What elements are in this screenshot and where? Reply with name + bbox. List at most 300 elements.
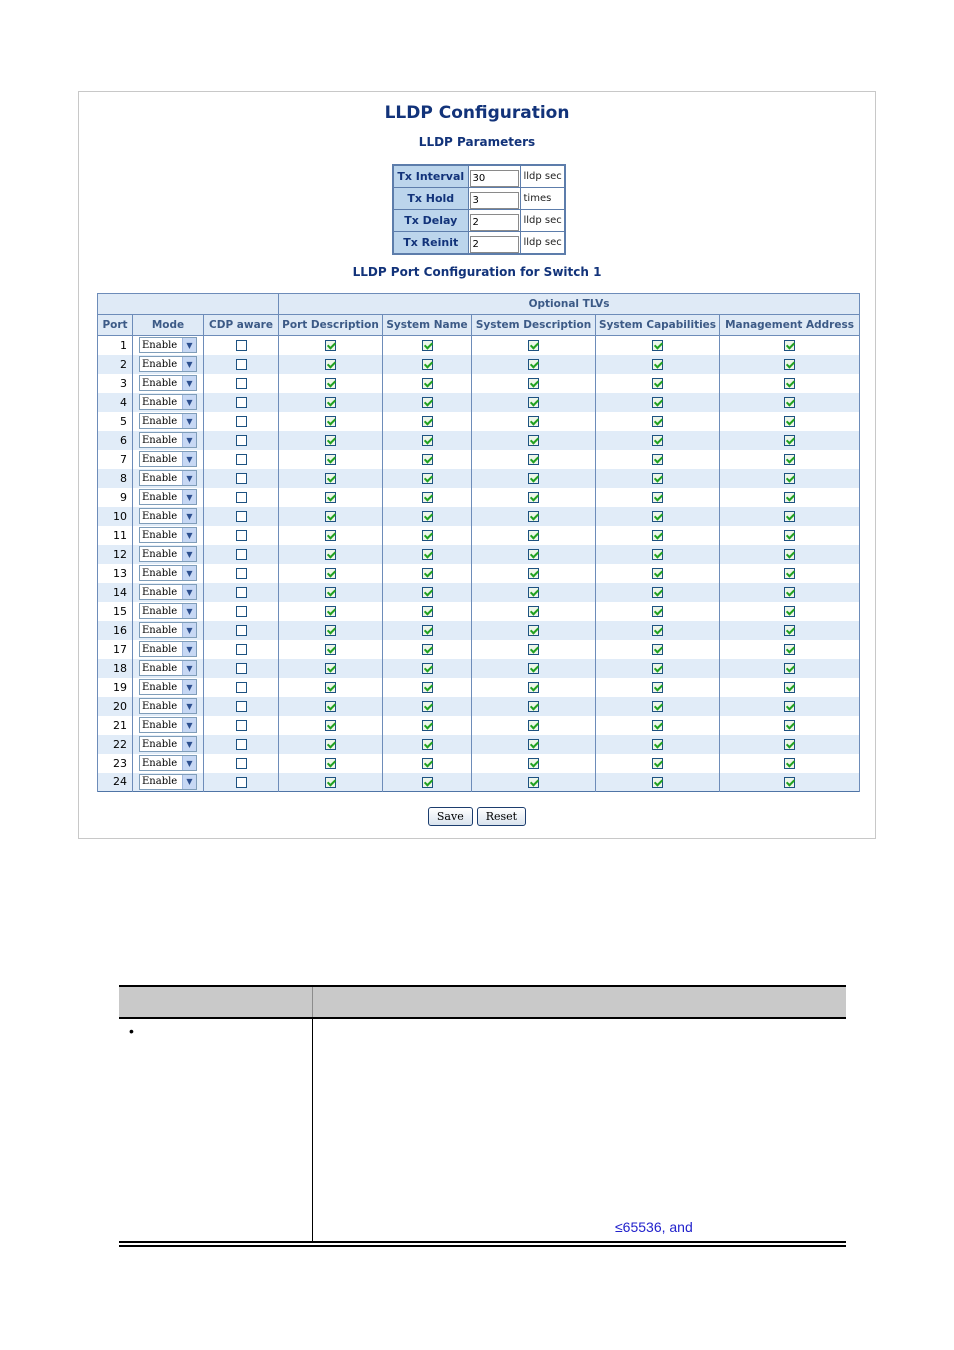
system-description-checkbox[interactable] xyxy=(528,739,539,750)
cdp-aware-checkbox[interactable] xyxy=(236,644,247,655)
mode-select[interactable] xyxy=(139,375,197,391)
port-description-checkbox[interactable] xyxy=(325,473,336,484)
cdp-aware-checkbox[interactable] xyxy=(236,511,247,522)
system-name-checkbox[interactable] xyxy=(422,473,433,484)
chevron-down-icon[interactable]: ▼ xyxy=(182,509,196,523)
management-address-checkbox[interactable] xyxy=(784,549,795,560)
chevron-down-icon[interactable]: ▼ xyxy=(182,737,196,751)
management-address-checkbox[interactable] xyxy=(784,340,795,351)
management-address-checkbox[interactable] xyxy=(784,397,795,408)
cdp-aware-checkbox[interactable] xyxy=(236,682,247,693)
mode-select-value: Enable xyxy=(142,700,178,712)
system-name-checkbox[interactable] xyxy=(422,454,433,465)
col-header-mode: Mode xyxy=(133,315,204,336)
header-row-group xyxy=(98,294,860,315)
system-capabilities-checkbox[interactable] xyxy=(652,340,663,351)
mode-select-value: Enable xyxy=(142,643,178,655)
mode-select-value: Enable xyxy=(142,586,178,598)
col-header-system-name: System Name xyxy=(383,315,472,336)
port-number: 9 xyxy=(98,488,133,507)
table-row xyxy=(98,431,860,450)
chevron-down-icon[interactable]: ▼ xyxy=(182,395,196,409)
chevron-down-icon[interactable]: ▼ xyxy=(182,585,196,599)
param-input-tx-reinit[interactable] xyxy=(470,236,519,253)
port-number: 11 xyxy=(98,526,133,545)
system-capabilities-checkbox[interactable] xyxy=(652,492,663,503)
table-row xyxy=(98,374,860,393)
management-address-checkbox[interactable] xyxy=(784,435,795,446)
chevron-down-icon[interactable]: ▼ xyxy=(182,566,196,580)
port-number: 4 xyxy=(98,393,133,412)
mode-select-value: Enable xyxy=(142,567,178,579)
management-address-checkbox[interactable] xyxy=(784,701,795,712)
param-input-tx-interval[interactable] xyxy=(470,170,519,187)
mode-select[interactable] xyxy=(139,641,197,657)
description-bottom-rule xyxy=(119,1241,846,1243)
cdp-aware-checkbox[interactable] xyxy=(236,530,247,541)
mode-select-value: Enable xyxy=(142,529,178,541)
system-name-checkbox[interactable] xyxy=(422,511,433,522)
mode-select[interactable] xyxy=(139,489,197,505)
management-address-checkbox[interactable] xyxy=(784,739,795,750)
cdp-aware-checkbox[interactable] xyxy=(236,435,247,446)
port-number: 23 xyxy=(98,754,133,773)
system-capabilities-checkbox[interactable] xyxy=(652,511,663,522)
parameter-row xyxy=(393,165,565,188)
system-description-checkbox[interactable] xyxy=(528,682,539,693)
param-label-tx-interval: Tx Interval xyxy=(393,165,468,188)
mode-select-value: Enable xyxy=(142,548,178,560)
management-address-checkbox[interactable] xyxy=(784,359,795,370)
table-row xyxy=(98,640,860,659)
col-header-system-description: System Description xyxy=(472,315,596,336)
mode-select-value: Enable xyxy=(142,719,178,731)
system-description-checkbox[interactable] xyxy=(528,663,539,674)
system-name-checkbox[interactable] xyxy=(422,378,433,389)
management-address-checkbox[interactable] xyxy=(784,530,795,541)
table-row xyxy=(98,621,860,640)
chevron-down-icon[interactable]: ▼ xyxy=(182,661,196,675)
description-header-divider xyxy=(312,987,313,1019)
chevron-down-icon[interactable]: ▼ xyxy=(182,718,196,732)
chevron-down-icon[interactable]: ▼ xyxy=(182,623,196,637)
system-capabilities-checkbox[interactable] xyxy=(652,663,663,674)
port-description-checkbox[interactable] xyxy=(325,568,336,579)
parameter-row xyxy=(393,188,565,210)
management-address-checkbox[interactable] xyxy=(784,416,795,427)
port-number: 8 xyxy=(98,469,133,488)
chevron-down-icon[interactable]: ▼ xyxy=(182,452,196,466)
table-row xyxy=(98,507,860,526)
chevron-down-icon[interactable]: ▼ xyxy=(182,471,196,485)
cdp-aware-checkbox[interactable] xyxy=(236,549,247,560)
port-number: 10 xyxy=(98,507,133,526)
system-capabilities-checkbox[interactable] xyxy=(652,397,663,408)
table-row xyxy=(98,488,860,507)
col-header-cdp-aware: CDP aware xyxy=(204,315,279,336)
cdp-aware-checkbox[interactable] xyxy=(236,473,247,484)
management-address-checkbox[interactable] xyxy=(784,511,795,522)
table-row xyxy=(98,393,860,412)
mode-select-value: Enable xyxy=(142,738,178,750)
port-description-checkbox[interactable] xyxy=(325,682,336,693)
port-number: 16 xyxy=(98,621,133,640)
mode-select[interactable] xyxy=(139,413,197,429)
port-number: 6 xyxy=(98,431,133,450)
param-label-tx-hold: Tx Hold xyxy=(393,188,468,210)
chevron-down-icon[interactable]: ▼ xyxy=(182,680,196,694)
col-header-port-description: Port Description xyxy=(279,315,383,336)
system-description-checkbox[interactable] xyxy=(528,587,539,598)
table-row xyxy=(98,355,860,374)
system-name-checkbox[interactable] xyxy=(422,777,433,788)
port-config-table xyxy=(97,293,860,792)
mode-select[interactable] xyxy=(139,736,197,752)
system-name-checkbox[interactable] xyxy=(422,625,433,636)
management-address-checkbox[interactable] xyxy=(784,625,795,636)
chevron-down-icon[interactable]: ▼ xyxy=(182,490,196,504)
mode-select-value: Enable xyxy=(142,339,178,351)
header-row-columns xyxy=(98,315,860,336)
cdp-aware-checkbox[interactable] xyxy=(236,397,247,408)
port-number: 5 xyxy=(98,412,133,431)
description-bottom-rule-double xyxy=(119,1245,846,1247)
port-description-checkbox[interactable] xyxy=(325,758,336,769)
cdp-aware-checkbox[interactable] xyxy=(236,663,247,674)
mode-select-value: Enable xyxy=(142,453,178,465)
table-row xyxy=(98,545,860,564)
system-description-checkbox[interactable] xyxy=(528,777,539,788)
header-optional-tlvs: Optional TLVs xyxy=(279,294,860,315)
mode-select[interactable] xyxy=(139,660,197,676)
cdp-aware-checkbox[interactable] xyxy=(236,416,247,427)
port-description-checkbox[interactable] xyxy=(325,378,336,389)
management-address-checkbox[interactable] xyxy=(784,378,795,389)
mode-select[interactable] xyxy=(139,546,197,562)
cdp-aware-checkbox[interactable] xyxy=(236,758,247,769)
port-number: 20 xyxy=(98,697,133,716)
management-address-checkbox[interactable] xyxy=(784,777,795,788)
system-name-checkbox[interactable] xyxy=(422,758,433,769)
description-table xyxy=(119,985,846,1247)
col-header-port: Port xyxy=(98,315,133,336)
cdp-aware-checkbox[interactable] xyxy=(236,587,247,598)
cdp-aware-checkbox[interactable] xyxy=(236,340,247,351)
management-address-checkbox[interactable] xyxy=(784,568,795,579)
system-capabilities-checkbox[interactable] xyxy=(652,530,663,541)
table-row xyxy=(98,697,860,716)
mode-select[interactable] xyxy=(139,584,197,600)
mode-select-value: Enable xyxy=(142,491,178,503)
description-note: ≤65536, and xyxy=(615,1219,693,1235)
port-description-checkbox[interactable] xyxy=(325,416,336,427)
mode-select[interactable] xyxy=(139,508,197,524)
system-name-checkbox[interactable] xyxy=(422,340,433,351)
mode-select-value: Enable xyxy=(142,510,178,522)
system-description-checkbox[interactable] xyxy=(528,530,539,541)
mode-select[interactable] xyxy=(139,755,197,771)
management-address-checkbox[interactable] xyxy=(784,720,795,731)
chevron-down-icon[interactable]: ▼ xyxy=(182,338,196,352)
system-capabilities-checkbox[interactable] xyxy=(652,587,663,598)
port-number: 3 xyxy=(98,374,133,393)
mode-select[interactable] xyxy=(139,356,197,372)
param-unit-tx-hold: times xyxy=(520,188,565,210)
chevron-down-icon[interactable]: ▼ xyxy=(182,547,196,561)
cdp-aware-checkbox[interactable] xyxy=(236,701,247,712)
table-row xyxy=(98,583,860,602)
port-number: 2 xyxy=(98,355,133,374)
management-address-checkbox[interactable] xyxy=(784,454,795,465)
system-capabilities-checkbox[interactable] xyxy=(652,720,663,731)
description-header-rule xyxy=(119,1017,846,1019)
table-row xyxy=(98,564,860,583)
chevron-down-icon[interactable]: ▼ xyxy=(182,433,196,447)
system-capabilities-checkbox[interactable] xyxy=(652,777,663,788)
system-description-checkbox[interactable] xyxy=(528,644,539,655)
system-name-checkbox[interactable] xyxy=(422,644,433,655)
chevron-down-icon[interactable]: ▼ xyxy=(182,528,196,542)
mode-select[interactable] xyxy=(139,432,197,448)
table-row xyxy=(98,469,860,488)
system-description-checkbox[interactable] xyxy=(528,720,539,731)
port-description-checkbox[interactable] xyxy=(325,701,336,712)
port-number: 7 xyxy=(98,450,133,469)
system-description-checkbox[interactable] xyxy=(528,606,539,617)
port-description-checkbox[interactable] xyxy=(325,397,336,408)
management-address-checkbox[interactable] xyxy=(784,663,795,674)
description-bullet: • xyxy=(129,1023,134,1039)
cdp-aware-checkbox[interactable] xyxy=(236,720,247,731)
chevron-down-icon[interactable]: ▼ xyxy=(182,756,196,770)
system-description-checkbox[interactable] xyxy=(528,359,539,370)
system-description-checkbox[interactable] xyxy=(528,625,539,636)
port-number: 18 xyxy=(98,659,133,678)
system-name-checkbox[interactable] xyxy=(422,416,433,427)
system-capabilities-checkbox[interactable] xyxy=(652,378,663,389)
management-address-checkbox[interactable] xyxy=(784,644,795,655)
button-bar xyxy=(79,807,875,826)
port-description-checkbox[interactable] xyxy=(325,606,336,617)
management-address-checkbox[interactable] xyxy=(784,682,795,693)
system-description-checkbox[interactable] xyxy=(528,454,539,465)
mode-select[interactable] xyxy=(139,565,197,581)
col-header-management-address: Management Address xyxy=(720,315,860,336)
system-capabilities-checkbox[interactable] xyxy=(652,625,663,636)
cdp-aware-checkbox[interactable] xyxy=(236,378,247,389)
port-description-checkbox[interactable] xyxy=(325,340,336,351)
mode-select[interactable] xyxy=(139,527,197,543)
system-capabilities-checkbox[interactable] xyxy=(652,644,663,655)
parameter-row xyxy=(393,232,565,255)
mode-select[interactable] xyxy=(139,394,197,410)
parameter-row xyxy=(393,210,565,232)
port-description-checkbox[interactable] xyxy=(325,587,336,598)
lldp-config-panel xyxy=(78,91,876,839)
cdp-aware-checkbox[interactable] xyxy=(236,739,247,750)
port-number: 13 xyxy=(98,564,133,583)
system-capabilities-checkbox[interactable] xyxy=(652,435,663,446)
mode-select[interactable] xyxy=(139,451,197,467)
system-capabilities-checkbox[interactable] xyxy=(652,549,663,560)
param-label-tx-delay: Tx Delay xyxy=(393,210,468,232)
mode-select-value: Enable xyxy=(142,396,178,408)
system-capabilities-checkbox[interactable] xyxy=(652,606,663,617)
mode-select-value: Enable xyxy=(142,624,178,636)
mode-select-value: Enable xyxy=(142,681,178,693)
table-row xyxy=(98,773,860,792)
port-description-checkbox[interactable] xyxy=(325,777,336,788)
port-number: 22 xyxy=(98,735,133,754)
management-address-checkbox[interactable] xyxy=(784,606,795,617)
mode-select[interactable] xyxy=(139,470,197,486)
system-capabilities-checkbox[interactable] xyxy=(652,701,663,712)
port-config-title: LLDP Port Configuration for Switch 1 xyxy=(352,265,602,279)
mode-select-value: Enable xyxy=(142,415,178,427)
system-name-checkbox[interactable] xyxy=(422,435,433,446)
system-name-checkbox[interactable] xyxy=(422,530,433,541)
system-description-checkbox[interactable] xyxy=(528,492,539,503)
system-description-checkbox[interactable] xyxy=(528,340,539,351)
chevron-down-icon[interactable]: ▼ xyxy=(182,775,196,789)
table-row xyxy=(98,678,860,697)
system-capabilities-checkbox[interactable] xyxy=(652,739,663,750)
system-description-checkbox[interactable] xyxy=(528,435,539,446)
mode-select[interactable] xyxy=(139,622,197,638)
mode-select-value: Enable xyxy=(142,662,178,674)
cdp-aware-checkbox[interactable] xyxy=(236,625,247,636)
mode-select-value: Enable xyxy=(142,605,178,617)
chevron-down-icon[interactable]: ▼ xyxy=(182,604,196,618)
cdp-aware-checkbox[interactable] xyxy=(236,359,247,370)
port-description-checkbox[interactable] xyxy=(325,625,336,636)
table-row xyxy=(98,412,860,431)
system-capabilities-checkbox[interactable] xyxy=(652,416,663,427)
system-description-checkbox[interactable] xyxy=(528,378,539,389)
port-number: 19 xyxy=(98,678,133,697)
system-description-checkbox[interactable] xyxy=(528,549,539,560)
parameters-title: LLDP Parameters xyxy=(418,135,536,149)
mode-select[interactable] xyxy=(139,337,197,353)
mode-select-value: Enable xyxy=(142,434,178,446)
page-title: LLDP Configuration xyxy=(384,103,570,123)
system-capabilities-checkbox[interactable] xyxy=(652,758,663,769)
system-name-checkbox[interactable] xyxy=(422,549,433,560)
cdp-aware-checkbox[interactable] xyxy=(236,454,247,465)
param-label-tx-reinit: Tx Reinit xyxy=(393,232,468,255)
reset-button[interactable]: Reset xyxy=(477,807,526,826)
chevron-down-icon[interactable]: ▼ xyxy=(182,642,196,656)
chevron-down-icon[interactable]: ▼ xyxy=(182,357,196,371)
port-description-checkbox[interactable] xyxy=(325,739,336,750)
chevron-down-icon[interactable]: ▼ xyxy=(182,699,196,713)
port-description-checkbox[interactable] xyxy=(325,530,336,541)
mode-select[interactable] xyxy=(139,679,197,695)
port-description-checkbox[interactable] xyxy=(325,454,336,465)
cdp-aware-checkbox[interactable] xyxy=(236,606,247,617)
port-description-checkbox[interactable] xyxy=(325,644,336,655)
param-input-tx-hold[interactable] xyxy=(470,192,519,209)
system-description-checkbox[interactable] xyxy=(528,701,539,712)
cdp-aware-checkbox[interactable] xyxy=(236,777,247,788)
port-number: 17 xyxy=(98,640,133,659)
system-description-checkbox[interactable] xyxy=(528,511,539,522)
table-row xyxy=(98,602,860,621)
mode-select-value: Enable xyxy=(142,757,178,769)
system-name-checkbox[interactable] xyxy=(422,663,433,674)
system-name-checkbox[interactable] xyxy=(422,720,433,731)
system-description-checkbox[interactable] xyxy=(528,568,539,579)
system-capabilities-checkbox[interactable] xyxy=(652,568,663,579)
mode-select[interactable] xyxy=(139,717,197,733)
port-description-checkbox[interactable] xyxy=(325,720,336,731)
col-header-system-capabilities: System Capabilities xyxy=(596,315,720,336)
mode-select[interactable] xyxy=(139,698,197,714)
mode-select-value: Enable xyxy=(142,358,178,370)
mode-select[interactable] xyxy=(139,603,197,619)
management-address-checkbox[interactable] xyxy=(784,758,795,769)
port-number: 15 xyxy=(98,602,133,621)
header-blank xyxy=(98,294,279,315)
param-input-tx-delay[interactable] xyxy=(470,214,519,231)
management-address-checkbox[interactable] xyxy=(784,587,795,598)
system-name-checkbox[interactable] xyxy=(422,568,433,579)
description-header xyxy=(119,987,846,1019)
management-address-checkbox[interactable] xyxy=(784,492,795,503)
system-name-checkbox[interactable] xyxy=(422,606,433,617)
param-unit-tx-reinit: lldp sec xyxy=(520,232,565,255)
mode-select-value: Enable xyxy=(142,776,178,788)
system-name-checkbox[interactable] xyxy=(422,587,433,598)
system-name-checkbox[interactable] xyxy=(422,397,433,408)
system-name-checkbox[interactable] xyxy=(422,359,433,370)
table-row xyxy=(98,450,860,469)
port-number: 12 xyxy=(98,545,133,564)
system-name-checkbox[interactable] xyxy=(422,701,433,712)
system-capabilities-checkbox[interactable] xyxy=(652,454,663,465)
mode-select-value: Enable xyxy=(142,472,178,484)
management-address-checkbox[interactable] xyxy=(784,473,795,484)
chevron-down-icon[interactable]: ▼ xyxy=(182,414,196,428)
system-name-checkbox[interactable] xyxy=(422,682,433,693)
port-description-checkbox[interactable] xyxy=(325,435,336,446)
cdp-aware-checkbox[interactable] xyxy=(236,568,247,579)
save-button[interactable]: Save xyxy=(428,807,473,826)
mode-select[interactable] xyxy=(139,774,197,790)
system-description-checkbox[interactable] xyxy=(528,397,539,408)
system-description-checkbox[interactable] xyxy=(528,473,539,484)
port-number: 24 xyxy=(98,773,133,792)
port-description-checkbox[interactable] xyxy=(325,359,336,370)
port-description-checkbox[interactable] xyxy=(325,492,336,503)
chevron-down-icon[interactable]: ▼ xyxy=(182,376,196,390)
port-description-checkbox[interactable] xyxy=(325,663,336,674)
system-name-checkbox[interactable] xyxy=(422,492,433,503)
system-description-checkbox[interactable] xyxy=(528,416,539,427)
port-description-checkbox[interactable] xyxy=(325,511,336,522)
cdp-aware-checkbox[interactable] xyxy=(236,492,247,503)
mode-select-value: Enable xyxy=(142,377,178,389)
system-name-checkbox[interactable] xyxy=(422,739,433,750)
param-unit-tx-delay: lldp sec xyxy=(520,210,565,232)
port-description-checkbox[interactable] xyxy=(325,549,336,560)
system-capabilities-checkbox[interactable] xyxy=(652,473,663,484)
system-capabilities-checkbox[interactable] xyxy=(652,682,663,693)
system-description-checkbox[interactable] xyxy=(528,758,539,769)
system-capabilities-checkbox[interactable] xyxy=(652,359,663,370)
port-number: 21 xyxy=(98,716,133,735)
param-unit-tx-interval: lldp sec xyxy=(520,165,565,188)
